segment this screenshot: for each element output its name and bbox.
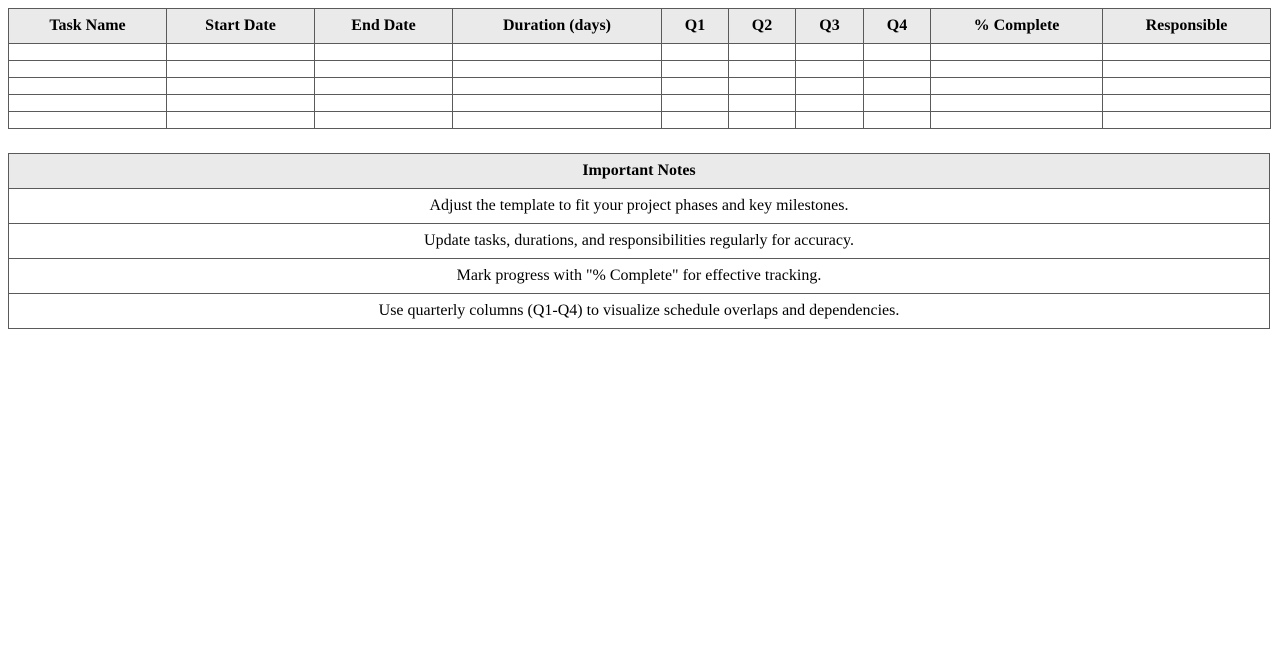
q4-cell[interactable] bbox=[864, 61, 931, 78]
end-date-cell[interactable] bbox=[315, 44, 453, 61]
column-header-q2: Q2 bbox=[729, 9, 796, 44]
percent-complete-cell[interactable] bbox=[931, 95, 1103, 112]
table-row bbox=[9, 44, 1271, 61]
task-name-cell[interactable] bbox=[9, 61, 167, 78]
q3-cell[interactable] bbox=[796, 44, 864, 61]
note-text: Update tasks, durations, and responsibilities regularly for accuracy. bbox=[9, 224, 1270, 259]
task-name-cell[interactable] bbox=[9, 44, 167, 61]
schedule-header-row bbox=[9, 9, 1271, 44]
note-text: Mark progress with "% Complete" for effective tracking. bbox=[9, 259, 1270, 294]
duration-cell[interactable] bbox=[453, 78, 662, 95]
list-item bbox=[9, 189, 1270, 224]
percent-complete-cell[interactable] bbox=[931, 44, 1103, 61]
q3-cell[interactable] bbox=[796, 78, 864, 95]
end-date-cell[interactable] bbox=[315, 61, 453, 78]
responsible-cell[interactable] bbox=[1103, 44, 1271, 61]
percent-complete-cell[interactable] bbox=[931, 112, 1103, 129]
q2-cell[interactable] bbox=[729, 44, 796, 61]
schedule-table bbox=[8, 8, 1271, 129]
q3-cell[interactable] bbox=[796, 112, 864, 129]
end-date-cell[interactable] bbox=[315, 78, 453, 95]
table-row bbox=[9, 78, 1271, 95]
note-text: Use quarterly columns (Q1-Q4) to visualize schedule overlaps and dependencies. bbox=[9, 294, 1270, 329]
q1-cell[interactable] bbox=[662, 95, 729, 112]
note-text: Adjust the template to fit your project phases and key milestones. bbox=[9, 189, 1270, 224]
q1-cell[interactable] bbox=[662, 44, 729, 61]
q1-cell[interactable] bbox=[662, 61, 729, 78]
q2-cell[interactable] bbox=[729, 61, 796, 78]
column-header-duration: Duration (days) bbox=[453, 9, 662, 44]
q4-cell[interactable] bbox=[864, 112, 931, 129]
q3-cell[interactable] bbox=[796, 95, 864, 112]
duration-cell[interactable] bbox=[453, 95, 662, 112]
column-header-task-name: Task Name bbox=[9, 9, 167, 44]
list-item bbox=[9, 259, 1270, 294]
column-header-q4: Q4 bbox=[864, 9, 931, 44]
column-header-start-date: Start Date bbox=[167, 9, 315, 44]
table-row bbox=[9, 112, 1271, 129]
duration-cell[interactable] bbox=[453, 44, 662, 61]
table-row bbox=[9, 95, 1271, 112]
list-item bbox=[9, 224, 1270, 259]
start-date-cell[interactable] bbox=[167, 44, 315, 61]
duration-cell[interactable] bbox=[453, 112, 662, 129]
percent-complete-cell[interactable] bbox=[931, 61, 1103, 78]
q2-cell[interactable] bbox=[729, 112, 796, 129]
task-name-cell[interactable] bbox=[9, 112, 167, 129]
responsible-cell[interactable] bbox=[1103, 78, 1271, 95]
list-item bbox=[9, 294, 1270, 329]
important-notes-table bbox=[8, 153, 1270, 329]
column-header-q3: Q3 bbox=[796, 9, 864, 44]
start-date-cell[interactable] bbox=[167, 112, 315, 129]
table-row bbox=[9, 61, 1271, 78]
q4-cell[interactable] bbox=[864, 44, 931, 61]
q2-cell[interactable] bbox=[729, 78, 796, 95]
notes-title: Important Notes bbox=[9, 154, 1270, 189]
percent-complete-cell[interactable] bbox=[931, 78, 1103, 95]
task-name-cell[interactable] bbox=[9, 78, 167, 95]
column-header-percent-complete: % Complete bbox=[931, 9, 1103, 44]
column-header-responsible: Responsible bbox=[1103, 9, 1271, 44]
q1-cell[interactable] bbox=[662, 78, 729, 95]
q3-cell[interactable] bbox=[796, 61, 864, 78]
q4-cell[interactable] bbox=[864, 95, 931, 112]
q2-cell[interactable] bbox=[729, 95, 796, 112]
q1-cell[interactable] bbox=[662, 112, 729, 129]
end-date-cell[interactable] bbox=[315, 112, 453, 129]
start-date-cell[interactable] bbox=[167, 95, 315, 112]
responsible-cell[interactable] bbox=[1103, 95, 1271, 112]
end-date-cell[interactable] bbox=[315, 95, 453, 112]
notes-header-row bbox=[9, 154, 1270, 189]
responsible-cell[interactable] bbox=[1103, 61, 1271, 78]
task-name-cell[interactable] bbox=[9, 95, 167, 112]
start-date-cell[interactable] bbox=[167, 78, 315, 95]
column-header-end-date: End Date bbox=[315, 9, 453, 44]
column-header-q1: Q1 bbox=[662, 9, 729, 44]
q4-cell[interactable] bbox=[864, 78, 931, 95]
responsible-cell[interactable] bbox=[1103, 112, 1271, 129]
start-date-cell[interactable] bbox=[167, 61, 315, 78]
duration-cell[interactable] bbox=[453, 61, 662, 78]
